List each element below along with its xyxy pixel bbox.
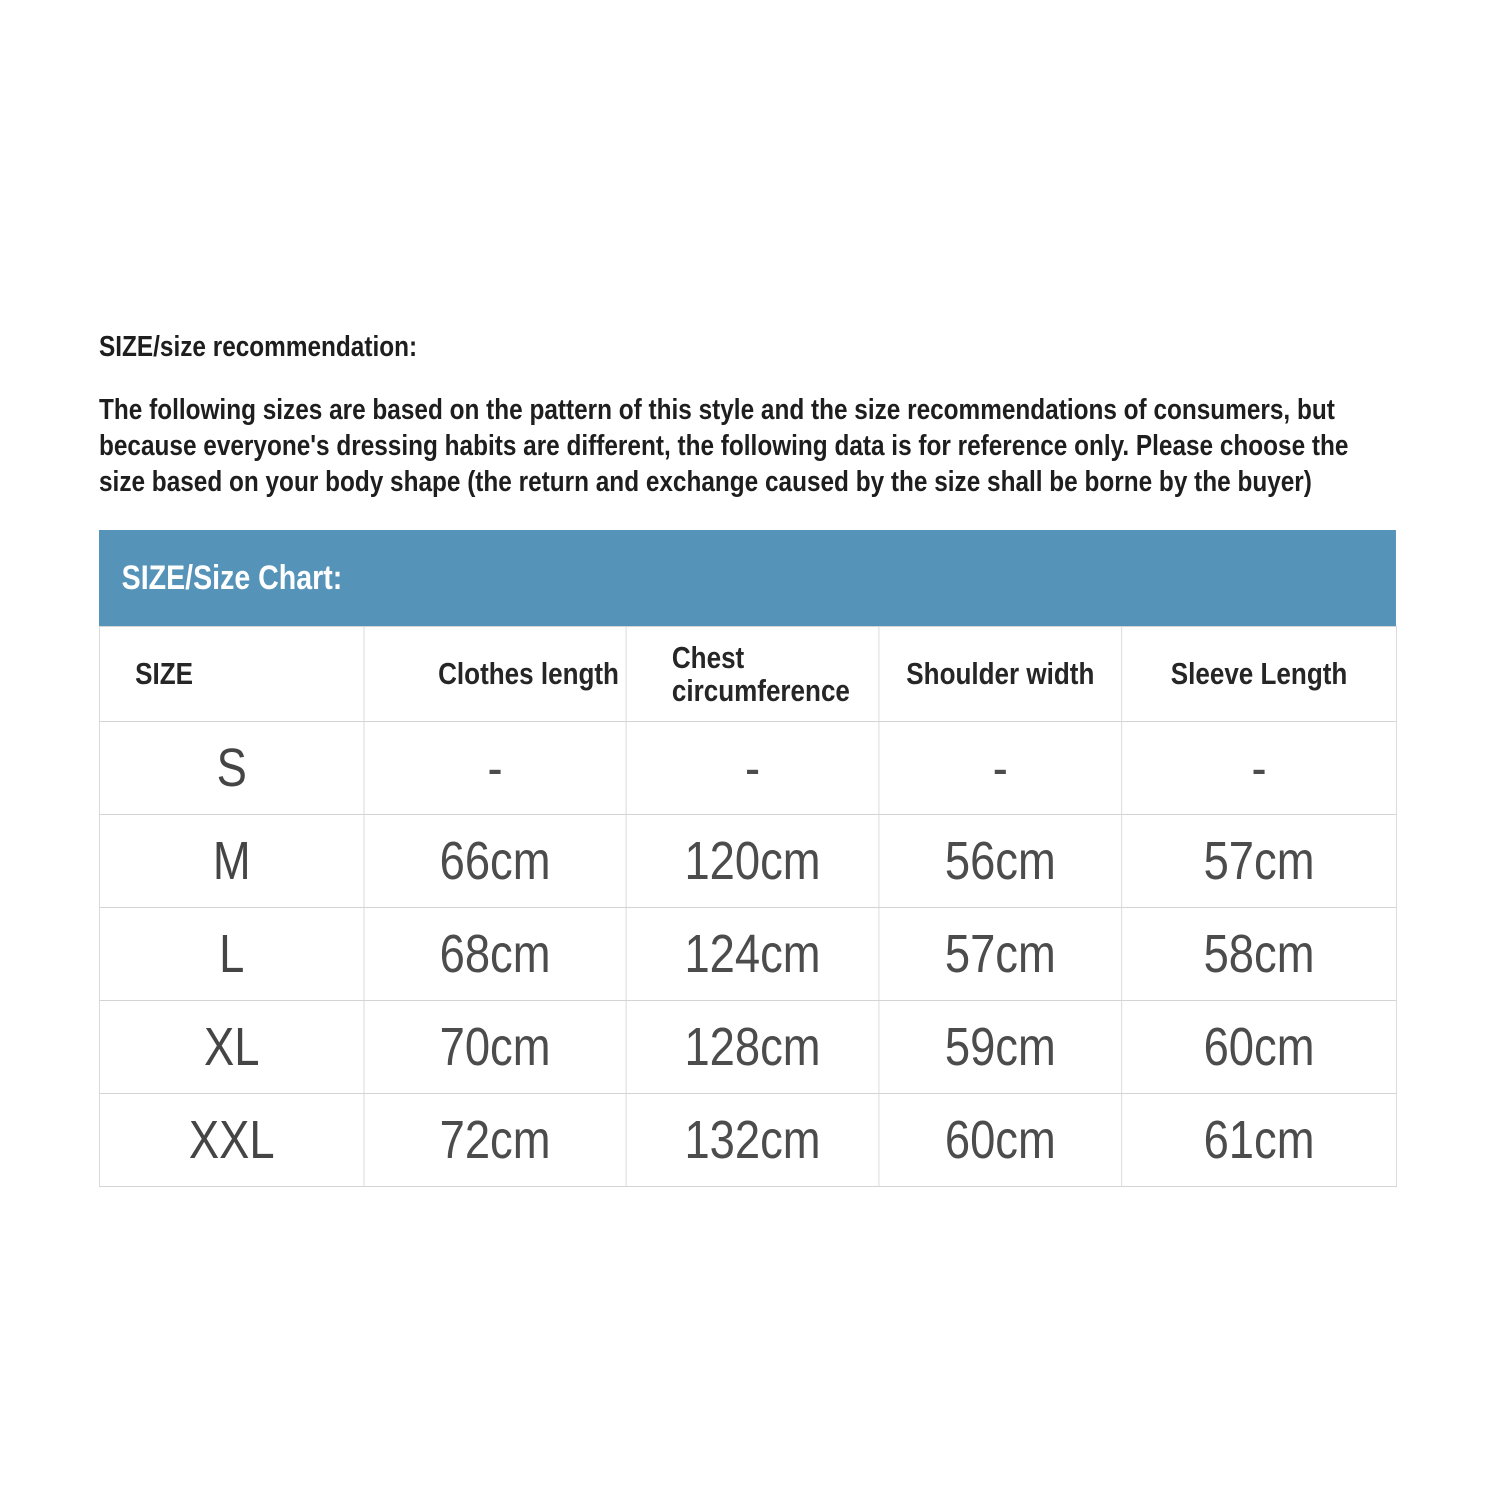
header-row xyxy=(99,627,1396,722)
value-cell: 56cm xyxy=(879,815,1122,908)
table-row-xxl xyxy=(99,1094,1396,1187)
value-cell: - xyxy=(1122,722,1397,815)
value-cell: 68cm xyxy=(364,908,626,1001)
column-header-clothes-length: Clothes length xyxy=(364,627,626,722)
size-label-cell: XL xyxy=(99,1001,364,1094)
value-cell: 57cm xyxy=(879,908,1122,1001)
size-label-cell: L xyxy=(99,908,364,1001)
value-cell: 120cm xyxy=(626,815,879,908)
size-chart-title-bar xyxy=(99,530,1396,626)
value-cell: - xyxy=(364,722,626,815)
size-chart-page xyxy=(99,0,1398,1187)
value-cell: 61cm xyxy=(1122,1094,1397,1187)
table-row-m xyxy=(99,815,1396,908)
value-cell: 60cm xyxy=(1122,1001,1397,1094)
column-header-sleeve-length: Sleeve Length xyxy=(1122,627,1397,722)
table-row-l xyxy=(99,908,1396,1001)
size-label-cell: XXL xyxy=(99,1094,364,1187)
size-recommendation-text: The following sizes are based on the pattern of this style and the size recommendations of consumers, but because everyone's dressing habits are different, the following data is for reference only. Please choose the size based on your body shape (the return and exchange caused by the size shall be borne by the buyer) xyxy=(99,394,1349,498)
value-cell: 60cm xyxy=(879,1094,1122,1187)
value-cell: - xyxy=(626,722,879,815)
size-label-cell: M xyxy=(99,815,364,908)
size-recommendation-heading: SIZE/size recommendation: xyxy=(99,331,418,363)
value-cell: 59cm xyxy=(879,1001,1122,1094)
value-cell: 124cm xyxy=(626,908,879,1001)
value-cell: 132cm xyxy=(626,1094,879,1187)
table-row-xl xyxy=(99,1001,1396,1094)
column-header-shoulder-width: Shoulder width xyxy=(879,627,1122,722)
table-row-s xyxy=(99,722,1396,815)
size-chart-table xyxy=(99,626,1397,1187)
value-cell: 128cm xyxy=(626,1001,879,1094)
column-header-chest-circumference: Chest circumference xyxy=(626,627,879,722)
value-cell: - xyxy=(879,722,1122,815)
value-cell: 58cm xyxy=(1122,908,1397,1001)
size-chart-title: SIZE/Size Chart: xyxy=(121,558,343,597)
column-header-size: SIZE xyxy=(99,627,364,722)
value-cell: 66cm xyxy=(364,815,626,908)
value-cell: 72cm xyxy=(364,1094,626,1187)
value-cell: 57cm xyxy=(1122,815,1397,908)
value-cell: 70cm xyxy=(364,1001,626,1094)
size-label-cell: S xyxy=(99,722,364,815)
